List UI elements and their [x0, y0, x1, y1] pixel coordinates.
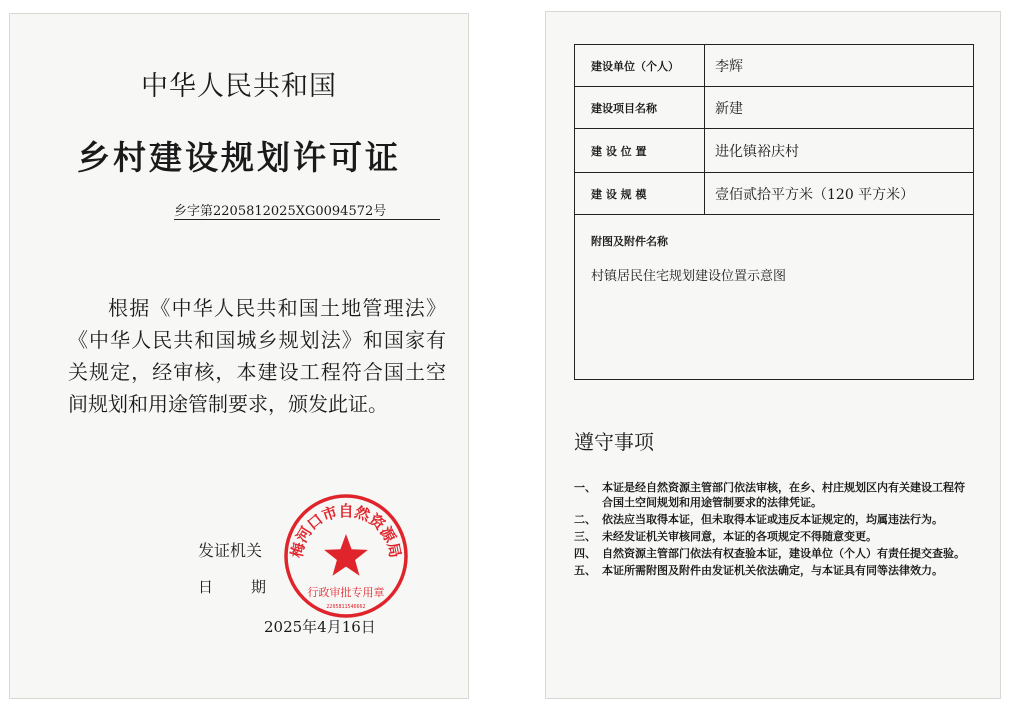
attachments-value: 村镇居民住宅规划建设位置示意图 [591, 269, 787, 284]
official-seal-stamp [282, 492, 410, 620]
date-label-char-1: 日 [198, 578, 214, 596]
rule-text: 自然资源主管部门依法有权查验本证，建设单位（个人）有责任提交查验。 [602, 547, 965, 560]
permit-number-underline [174, 219, 440, 220]
seal-star-icon [324, 534, 368, 576]
project-info-table [574, 44, 974, 380]
permit-cover-page [10, 14, 468, 698]
list-item [574, 480, 970, 510]
permit-number-line [174, 200, 454, 219]
rules-list [574, 480, 970, 580]
country-name: 中华人民共和国 [141, 71, 337, 102]
row-value-location: 进化镇裕庆村 [715, 143, 799, 160]
row-label-applicant: 建设单位（个人） [575, 45, 705, 86]
list-item [574, 546, 970, 561]
rule-number: 三、 [574, 530, 596, 543]
rule-text: 未经发证机关审核同意，本证的各项规定不得随意变更。 [602, 530, 877, 543]
row-label-location: 建 设 位 置 [575, 129, 705, 172]
row-value-applicant: 李辉 [715, 58, 743, 75]
permit-statement: 根据《中华人民共和国土地管理法》《中华人民共和国城乡规划法》和国家有关规定，经审核，本建设工程符合国土空间规划和用途管制要求，颁发此证。 [68, 296, 446, 416]
seal-inner-text: 行政审批专用章 [307, 586, 385, 599]
issuer-label: 发证机关 [198, 541, 263, 560]
date-label-char-2: 期 [251, 578, 267, 596]
rules-heading: 遵守事项 [574, 430, 654, 454]
row-label-project-name: 建设项目名称 [575, 87, 705, 128]
row-value-project-name: 新建 [715, 100, 743, 117]
rule-number: 二、 [574, 513, 596, 526]
attachments-label: 附图及附件名称 [591, 235, 668, 248]
row-value-scale: 壹佰贰拾平方米（120 平方米） [715, 186, 915, 203]
rule-text: 本证所需附图及附件由发证机关依法确定，与本证具有同等法律效力。 [602, 564, 943, 577]
permit-suffix: 号 [373, 204, 387, 219]
list-item [574, 563, 970, 578]
rule-number: 四、 [574, 547, 596, 560]
seal-outer-text: 梅河口市自然资源局 [287, 502, 405, 560]
list-item [574, 529, 970, 544]
rule-number: 一、 [574, 481, 596, 494]
permit-number: 2205812025XG0094572 [213, 204, 374, 219]
rule-number: 五、 [574, 564, 596, 577]
row-label-scale: 建 设 规 模 [575, 173, 705, 214]
date-label [198, 576, 266, 597]
seal-code-text: 2205811546662 [326, 604, 366, 610]
table-row [575, 173, 973, 215]
rule-text: 本证是经自然资源主管部门依法审核，在乡、村庄规划区内有关建设工程符合国土空间规划和用途管制要求的法律凭证。 [602, 481, 965, 509]
issue-date: 2025年4月16日 [264, 618, 376, 636]
list-item [574, 512, 970, 527]
table-row [575, 45, 973, 87]
rule-text: 依法应当取得本证，但未取得本证或违反本证规定的，均属违法行为。 [602, 513, 943, 526]
table-row [575, 129, 973, 173]
permit-details-page [546, 12, 1000, 698]
table-row [575, 87, 973, 129]
document-title: 乡村建设规划许可证 [77, 138, 401, 177]
permit-prefix: 乡字第 [174, 204, 214, 219]
